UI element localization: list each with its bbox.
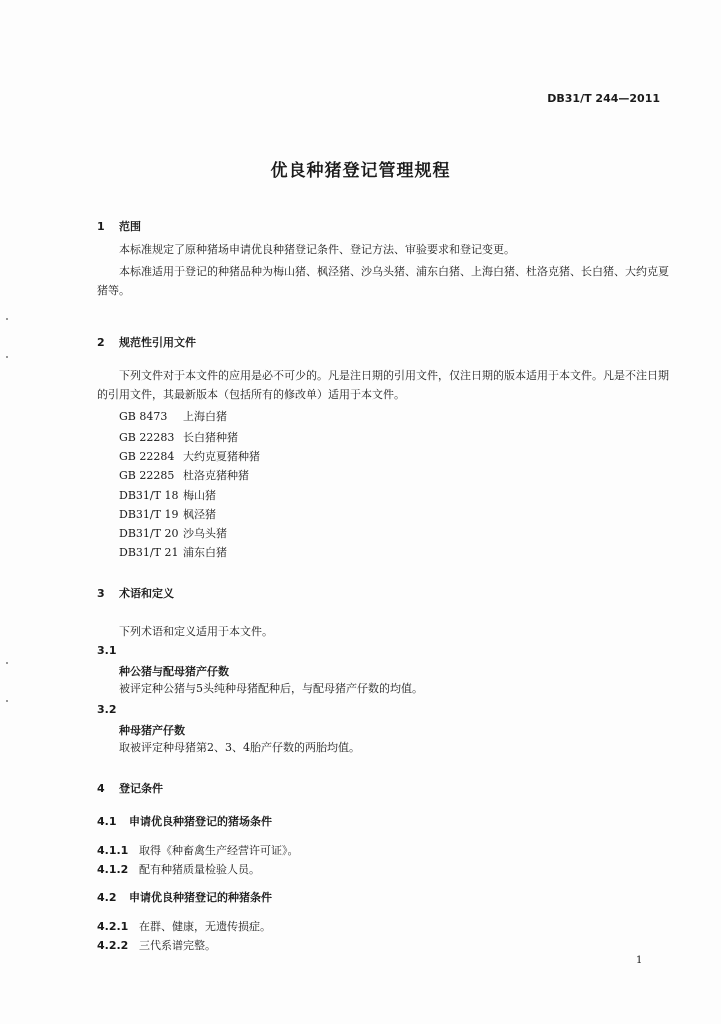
reference-name: 枫泾猪: [183, 508, 216, 521]
subsection-title: 申请优良种猪登记的种猪条件: [129, 891, 272, 904]
section-1-para-2: 本标准适用于登记的种猪品种为梅山猪、枫泾猪、沙乌头猪、浦东白猪、上海白猪、杜洛克猪、长白猪、大约克夏猪等。: [97, 265, 669, 297]
section-number: 3: [97, 587, 105, 600]
reference-item: [119, 489, 216, 502]
section-title: 规范性引用文件: [119, 336, 196, 349]
section-title: 术语和定义: [119, 587, 174, 600]
reference-item: [119, 546, 227, 559]
section-title: 范围: [119, 220, 141, 233]
section-1-para-1: 本标准规定了原种猪场申请优良种猪登记条件、登记方法、审验要求和登记变更。: [119, 243, 515, 256]
reference-name: 长白猪种猪: [183, 431, 238, 444]
section-number: 2: [97, 336, 105, 349]
reference-code: GB 22284: [119, 450, 175, 463]
reference-code: DB31/T 20: [119, 527, 179, 540]
reference-item: [119, 527, 227, 540]
clause-4-2-2: [97, 939, 216, 952]
term-definition: 取被评定种母猪第2、3、4胎产仔数的两胎均值。: [119, 741, 360, 754]
section-title: 登记条件: [119, 782, 163, 795]
reference-name: 杜洛克猪种猪: [183, 469, 249, 482]
reference-name: 沙乌头猪: [183, 527, 227, 540]
clause-number: 4.2.1: [97, 920, 129, 933]
section-number: 4: [97, 782, 105, 795]
term-number: 3.2: [97, 703, 117, 716]
page-number: 1: [636, 955, 643, 966]
term-number: 3.1: [97, 644, 117, 657]
subsection-title: 申请优良种猪登记的猪场条件: [129, 815, 272, 828]
clause-text: 取得《种畜禽生产经营许可证》。: [139, 844, 299, 857]
term-title: 种公猪与配母猪产仔数: [119, 665, 229, 678]
reference-code: GB 8473: [119, 410, 168, 423]
section-2-heading: [97, 334, 196, 350]
scan-speck: [6, 700, 8, 702]
clause-4-1-1: [97, 844, 299, 857]
reference-name: 浦东白猪: [183, 546, 227, 559]
subsection-4-1-heading: [97, 813, 272, 829]
clause-4-1-2: [97, 863, 260, 876]
clause-text: 配有种猪质量检验人员。: [139, 863, 260, 876]
clause-number: 4.1.2: [97, 863, 129, 876]
section-4-heading: [97, 780, 163, 796]
subsection-number: 4.1: [97, 815, 117, 828]
reference-code: DB31/T 21: [119, 546, 179, 559]
reference-code: DB31/T 18: [119, 489, 179, 502]
scan-speck: [6, 356, 8, 358]
subsection-number: 4.2: [97, 891, 117, 904]
clause-text: 在群、健康，无遗传损症。: [139, 920, 271, 933]
term-title: 种母猪产仔数: [119, 724, 185, 737]
standard-code: DB31/T 244—2011: [547, 92, 660, 105]
scan-speck: [6, 318, 8, 320]
clause-text: 三代系谱完整。: [139, 939, 216, 952]
reference-item: [119, 450, 260, 463]
reference-item: [119, 469, 249, 482]
section-3-heading: [97, 585, 174, 601]
reference-code: GB 22283: [119, 431, 175, 444]
section-1-heading: [97, 218, 141, 234]
reference-item: [119, 431, 238, 444]
document-title: 优良种猪登记管理规程: [270, 161, 451, 181]
term-definition: 被评定种公猪与5头纯种母猪配种后，与配母猪产仔数的均值。: [119, 682, 423, 695]
section-number: 1: [97, 220, 105, 233]
section-2-para: 下列文件对于本文件的应用是必不可少的。凡是注日期的引用文件，仅注日期的版本适用于本文件。凡是不注日期的引用文件，其最新版本（包括所有的修改单）适用于本文件。: [97, 369, 669, 401]
reference-item: [119, 410, 227, 423]
subsection-4-2-heading: [97, 889, 272, 905]
clause-number: 4.1.1: [97, 844, 129, 857]
reference-name: 梅山猪: [183, 489, 216, 502]
clause-number: 4.2.2: [97, 939, 129, 952]
section-3-intro: 下列术语和定义适用于本文件。: [119, 625, 273, 638]
reference-code: DB31/T 19: [119, 508, 179, 521]
clause-4-2-1: [97, 920, 271, 933]
reference-name: 上海白猪: [183, 410, 227, 423]
scan-speck: [6, 662, 8, 664]
reference-code: GB 22285: [119, 469, 175, 482]
reference-name: 大约克夏猪种猪: [183, 450, 260, 463]
reference-item: [119, 508, 216, 521]
